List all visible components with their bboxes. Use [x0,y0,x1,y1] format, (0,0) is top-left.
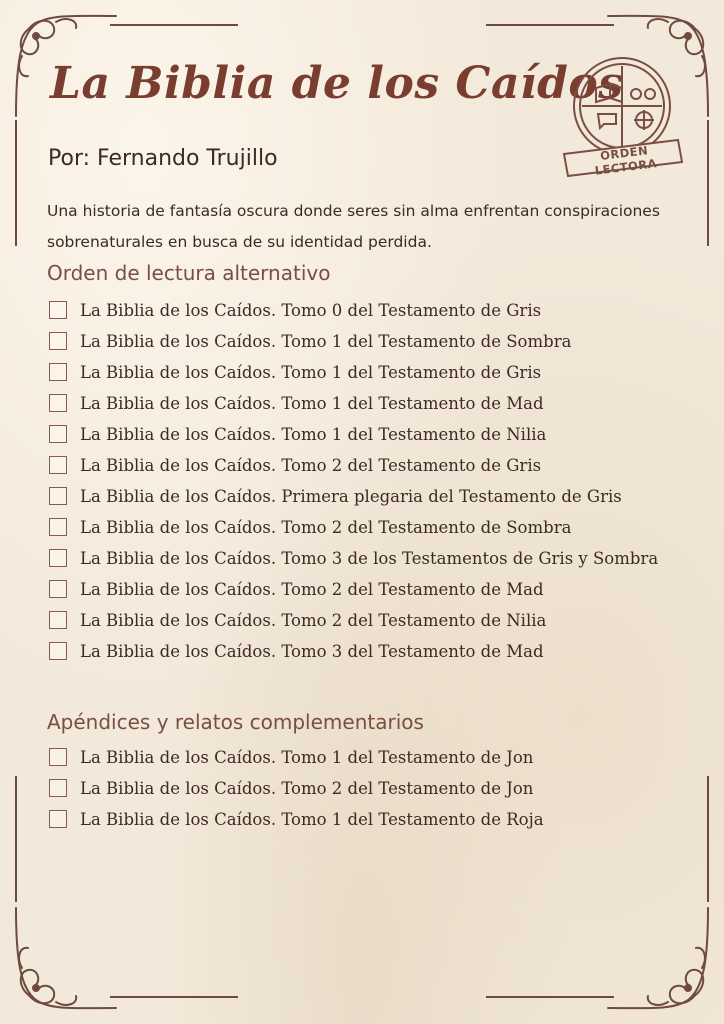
border-line-top-left [110,24,238,26]
page-title: La Biblia de los Caídos [50,58,624,109]
list-item[interactable]: La Biblia de los Caídos. Tomo 2 del Testamento de Nilia [47,605,707,636]
checkbox[interactable] [49,748,67,766]
checkbox[interactable] [49,611,67,629]
checkbox[interactable] [49,810,67,828]
corner-ornament-bottom-right [598,898,718,1018]
author-line: Por: Fernando Trujillo [48,146,278,171]
border-line-left-bottom [15,776,17,902]
border-line-right-bottom [707,776,709,902]
checkbox[interactable] [49,394,67,412]
reading-order-stamp [560,50,692,180]
section-title-appendices: Apéndices y relatos complementarios [47,710,424,734]
list-item[interactable]: La Biblia de los Caídos. Tomo 2 del Testamento de Sombra [47,512,707,543]
list-item[interactable]: La Biblia de los Caídos. Tomo 2 del Testamento de Jon [47,773,707,804]
border-line-bottom-right [486,996,614,998]
list-item[interactable]: La Biblia de los Caídos. Tomo 1 del Testamento de Nilia [47,419,707,450]
checkbox[interactable] [49,518,67,536]
list-item[interactable]: La Biblia de los Caídos. Tomo 1 del Testamento de Gris [47,357,707,388]
list-item[interactable]: La Biblia de los Caídos. Primera plegaria del Testamento de Gris [47,481,707,512]
checkbox[interactable] [49,487,67,505]
checkbox[interactable] [49,549,67,567]
list-item[interactable]: La Biblia de los Caídos. Tomo 1 del Testamento de Sombra [47,326,707,357]
checkbox[interactable] [49,580,67,598]
border-line-bottom-left [110,996,238,998]
stamp-label: ORDEN LECTORA [593,143,658,178]
list-item[interactable]: La Biblia de los Caídos. Tomo 2 del Testamento de Mad [47,574,707,605]
list-item[interactable]: La Biblia de los Caídos. Tomo 1 del Testamento de Jon [47,742,707,773]
appendices-list [47,742,707,835]
corner-ornament-bottom-left [6,898,126,1018]
checkbox[interactable] [49,332,67,350]
section-title-reading-order: Orden de lectura alternativo [47,261,331,285]
checkbox[interactable] [49,456,67,474]
checkbox[interactable] [49,642,67,660]
checkbox[interactable] [49,301,67,319]
checkbox[interactable] [49,425,67,443]
reading-order-list [47,295,707,667]
border-line-top-right [486,24,614,26]
checkbox[interactable] [49,779,67,797]
list-item[interactable]: La Biblia de los Caídos. Tomo 3 del Testamento de Mad [47,636,707,667]
description: Una historia de fantasía oscura donde seres sin alma enfrentan conspiraciones sobrenaturales en busca de su identidad perdida. [47,202,660,251]
checkbox[interactable] [49,363,67,381]
list-item[interactable]: La Biblia de los Caídos. Tomo 1 del Testamento de Mad [47,388,707,419]
list-item[interactable]: La Biblia de los Caídos. Tomo 1 del Testamento de Roja [47,804,707,835]
list-item[interactable]: La Biblia de los Caídos. Tomo 0 del Testamento de Gris [47,295,707,326]
border-line-right-top [707,120,709,246]
list-item[interactable]: La Biblia de los Caídos. Tomo 3 de los Testamentos de Gris y Sombra [47,543,707,574]
border-line-left-top [15,120,17,246]
list-item[interactable]: La Biblia de los Caídos. Tomo 2 del Testamento de Gris [47,450,707,481]
